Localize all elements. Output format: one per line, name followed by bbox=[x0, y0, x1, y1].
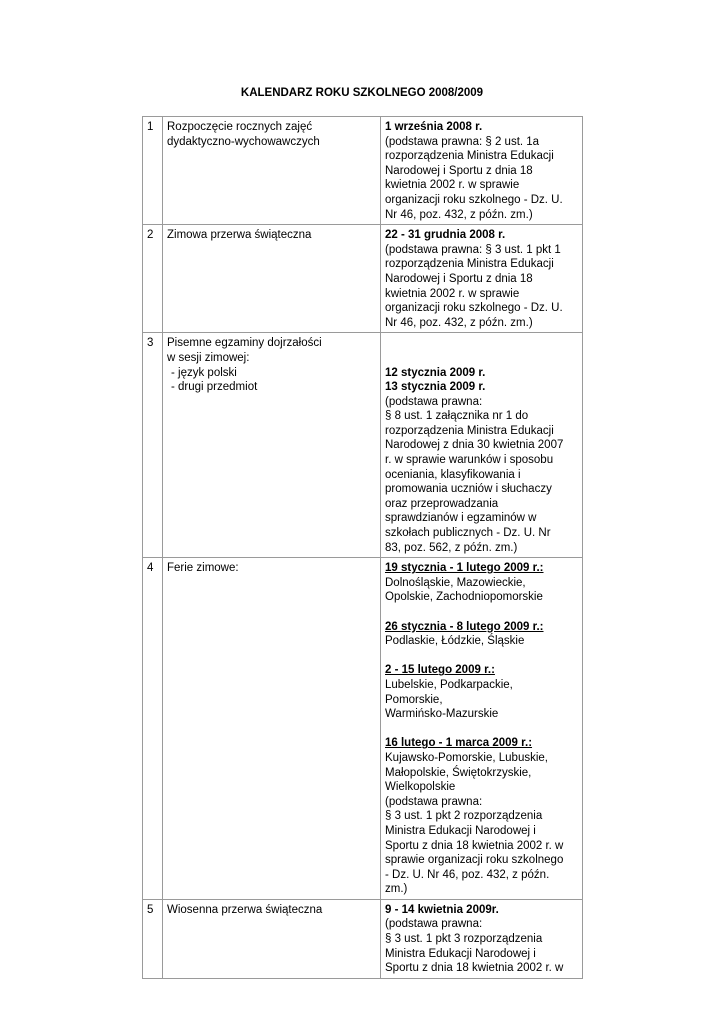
period-date: 26 stycznia - 8 lutego 2009 r.: bbox=[385, 620, 544, 633]
legal-basis-line: (podstawa prawna: bbox=[385, 395, 483, 408]
region-line: Lubelskie, Podkarpackie, bbox=[385, 678, 513, 691]
table-row bbox=[143, 117, 583, 225]
region-line: Wielkopolskie bbox=[385, 781, 456, 794]
event-name-line: w sesji zimowej: bbox=[167, 351, 250, 364]
region-line: Warmińsko-Mazurskie bbox=[385, 708, 499, 721]
legal-basis-line: szkołach publicznych - Dz. U. Nr bbox=[385, 527, 551, 540]
event-date: 9 - 14 kwietnia 2009r. bbox=[385, 903, 499, 916]
legal-basis-line: Narodowej i Sportu z dnia 18 bbox=[385, 164, 533, 177]
region-line: Małopolskie, Świętokrzyskie, bbox=[385, 766, 532, 779]
legal-basis-line: § 3 ust. 1 pkt 3 rozporządzenia bbox=[385, 933, 543, 946]
legal-basis-line: § 8 ust. 1 załącznika nr 1 do bbox=[385, 410, 529, 423]
legal-basis-line: rozporządzenia Ministra Edukacji bbox=[385, 258, 554, 271]
legal-basis-line: oraz przeprowadzania bbox=[385, 497, 499, 510]
legal-basis-line: (podstawa prawna: § 3 ust. 1 pkt 1 bbox=[385, 243, 561, 256]
region-line: Dolnośląskie, Mazowieckie, bbox=[385, 576, 526, 589]
legal-basis-line: Sportu z dnia 18 kwietnia 2002 r. w bbox=[385, 962, 564, 975]
legal-basis-line: zm.) bbox=[385, 883, 408, 896]
calendar-table bbox=[142, 116, 583, 979]
event-name bbox=[163, 225, 381, 333]
legal-basis-line: Ministra Edukacji Narodowej i bbox=[385, 947, 536, 960]
legal-basis-line: Nr 46, poz. 432, z późn. zm.) bbox=[385, 316, 533, 329]
region-line: Podlaskie, Łódzkie, Śląskie bbox=[385, 635, 525, 648]
legal-basis-line: (podstawa prawna: § 2 ust. 1a bbox=[385, 135, 540, 148]
event-date-cell bbox=[381, 117, 583, 225]
legal-basis-line: - Dz. U. Nr 46, poz. 432, z późn. bbox=[385, 868, 550, 881]
event-name-line: - drugi przedmiot bbox=[171, 381, 258, 394]
legal-basis-line: promowania uczniów i słuchaczy bbox=[385, 483, 552, 496]
legal-basis-line: rozporządzenia Ministra Edukacji bbox=[385, 150, 554, 163]
legal-basis-line: Narodowej z dnia 30 kwietnia 2007 bbox=[385, 439, 564, 452]
event-date-cell bbox=[381, 225, 583, 333]
event-date-cell bbox=[381, 558, 583, 900]
document-title: KALENDARZ ROKU SZKOLNEGO 2008/2009 bbox=[240, 87, 484, 99]
event-name-line: Rozpoczęcie rocznych zajęć bbox=[167, 121, 313, 133]
legal-basis-line: (podstawa prawna: bbox=[385, 795, 483, 808]
event-name bbox=[163, 558, 381, 900]
legal-basis-line: 83, poz. 562, z późn. zm.) bbox=[385, 541, 518, 554]
legal-basis-line: sprawie organizacji roku szkolnego bbox=[385, 854, 564, 867]
event-name-line: Zimowa przerwa świąteczna bbox=[167, 229, 312, 242]
row-number: 2 bbox=[143, 225, 163, 333]
row-number: 3 bbox=[143, 333, 163, 558]
legal-basis-line: Nr 46, poz. 432, z późn. zm.) bbox=[385, 208, 533, 221]
legal-basis-line: § 3 ust. 1 pkt 2 rozporządzenia bbox=[385, 810, 543, 823]
row-number: 5 bbox=[143, 899, 163, 978]
row-number: 1 bbox=[143, 117, 163, 225]
event-name-line: Ferie zimowe: bbox=[167, 562, 239, 575]
event-date: 12 stycznia 2009 r. bbox=[385, 366, 486, 379]
event-name bbox=[163, 899, 381, 978]
legal-basis-line: organizacji roku szkolnego - Dz. U. bbox=[385, 302, 563, 315]
legal-basis-line: kwietnia 2002 r. w sprawie bbox=[385, 179, 520, 192]
legal-basis-line: rozporządzenia Ministra Edukacji bbox=[385, 424, 554, 437]
event-date-cell bbox=[381, 333, 583, 558]
event-name-line: Wiosenna przerwa świąteczna bbox=[167, 903, 323, 916]
event-date: 1 września 2008 r. bbox=[385, 121, 483, 133]
legal-basis-line: Narodowej i Sportu z dnia 18 bbox=[385, 272, 533, 285]
table-row bbox=[143, 899, 583, 978]
legal-basis-line: Ministra Edukacji Narodowej i bbox=[385, 824, 536, 837]
event-name-line: dydaktyczno-wychowawczych bbox=[167, 135, 320, 148]
period-date: 2 - 15 lutego 2009 r.: bbox=[385, 664, 495, 677]
period-date: 16 lutego - 1 marca 2009 r.: bbox=[385, 737, 533, 750]
period-date: 19 stycznia - 1 lutego 2009 r.: bbox=[385, 562, 544, 575]
table-row bbox=[143, 558, 583, 900]
legal-basis-line: kwietnia 2002 r. w sprawie bbox=[385, 287, 520, 300]
event-name bbox=[163, 117, 381, 225]
legal-basis-line: organizacji roku szkolnego - Dz. U. bbox=[385, 193, 563, 206]
event-date: 22 - 31 grudnia 2008 r. bbox=[385, 229, 506, 242]
region-line: Kujawsko-Pomorskie, Lubuskie, bbox=[385, 751, 548, 764]
legal-basis-line: (podstawa prawna: bbox=[385, 918, 483, 931]
row-number: 4 bbox=[143, 558, 163, 900]
event-date-cell bbox=[381, 899, 583, 978]
table-row bbox=[143, 225, 583, 333]
legal-basis-line: r. w sprawie warunków i sposobu bbox=[385, 454, 554, 467]
event-date: 13 stycznia 2009 r. bbox=[385, 381, 486, 394]
legal-basis-line: sprawdzianów i egzaminów w bbox=[385, 512, 537, 525]
legal-basis-line: oceniania, klasyfikowania i bbox=[385, 468, 521, 481]
event-name-line: - język polski bbox=[171, 366, 237, 379]
region-line: Opolskie, Zachodniopomorskie bbox=[385, 591, 543, 604]
legal-basis-line: Sportu z dnia 18 kwietnia 2002 r. w bbox=[385, 839, 564, 852]
region-line: Pomorskie, bbox=[385, 693, 443, 706]
event-name-line: Pisemne egzaminy dojrzałości bbox=[167, 337, 322, 350]
event-name bbox=[163, 333, 381, 558]
table-row bbox=[143, 333, 583, 558]
